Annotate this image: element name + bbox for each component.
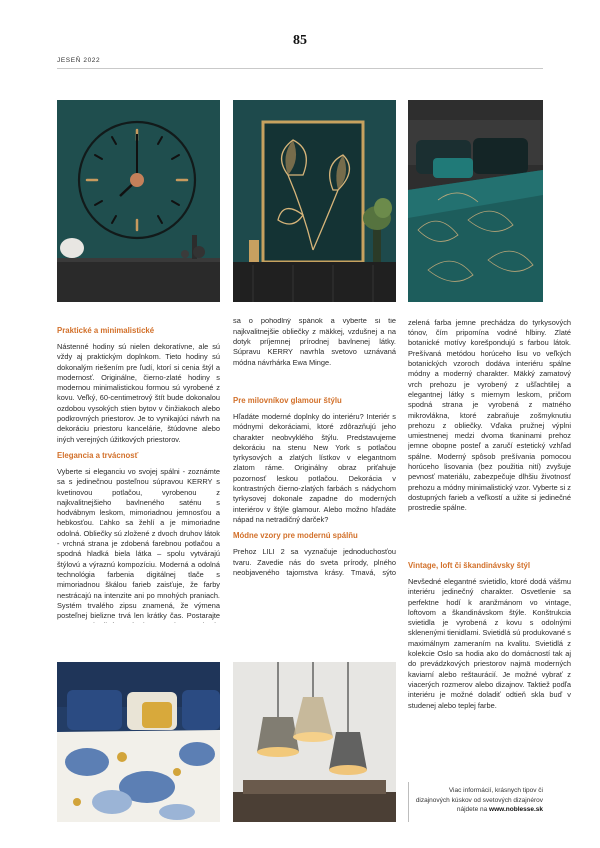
footer-link[interactable]: www.noblesse.sk <box>489 806 543 814</box>
heading-practical: Praktické a minimalistické <box>57 326 155 335</box>
pendant-lamps-photo <box>233 662 396 822</box>
paragraph-patterns: Prehoz LILI 2 sa vyznačuje jednoduchosťou tvaru. Zavedie nás do sveta prírody, plného neobjaveného tajomstva krásy. Tmavá, sýto <box>233 547 396 577</box>
heading-vintage: Vintage, loft či škandinávsky štýl <box>408 561 531 570</box>
text-column-1 <box>57 320 220 625</box>
heading-elegance: Elegancia a trvácnosť <box>57 450 139 460</box>
patterns-continuation: zelená farba jemne prechádza do tyrkysových tónov, čím pripomína vodné hlbiny. Zlaté botanické motívy korešpondujú s farbou látok. Prešívaná metódou horúceho lisu vo veľkých botanických vzoroch dodáva interiéru spálne módny a moderný charakter. Mäkký zamatový vrch prehozu je vyrobený z ušľachtilej a elegantnej látky s miernym leskom, pričom spodná strana je vyrobená z matného mikrovlákna, ktoré zabraňuje zošmyknutiu prehozu z obliečky. Vďaka pružnej výplni umiestnenej medzi dvoma tkaninami prehoz jemne obopne posteľ a zaručí estetický vzhľad spálne. Moderný spôsob prešívania pomocou horúceho lisovania (bez použitia nití) zvyšuje pevnosť materiálu, zabezpečuje dlhšiu životnosť prehozu a módny minimalistický vzor. Vyberte si z dostupných farieb a veľkostí a užite si jedinečné prostredie spálne. <box>408 318 571 513</box>
heading-patterns: Módne vzory pre modernú spálňu <box>233 531 358 541</box>
paragraph-patterns-continued <box>408 318 571 555</box>
wall-clock-photo <box>57 100 220 302</box>
paragraph-elegance: Vyberte si eleganciu vo svojej spálni - zoznámte sa s jedinečnou posteľnou súpravou KERRY s kvetinovou potlačou, vyrobenou z najkvalitnejšieho bavlneného saténu s hodvábnym leskom, mimoriadnou jemnosťou a hebkosťou. Ľahko sa žehlí a je mimoriadne odolná. Obliečky sú zložené z dvoch druhov látok - vrchná strana je zdobená farebnou potlačou a spodná hladká biela látka – spolu vytvárajú štýlovú a výraznú kompozíciu. Moderná a odolná technológia farbenia digitálnej tlače s mimoriadnou škálou farieb zaisťuje, že farby nestrácajú na intenzite ani po mnohých praniach. Systém trvalého zipsu znamená, že výmena posteľnej bielizne trvá len krátky čas. Postarajte <box>57 466 220 621</box>
header-rule <box>57 68 543 69</box>
heading-glamour: Pre milovníkov glamour štýlu <box>233 396 342 405</box>
floral-bedding-photo <box>57 662 220 822</box>
issue-label: JESEŇ 2022 <box>57 57 101 64</box>
page-number: 85 <box>293 33 307 48</box>
ginkgo-art-photo <box>233 100 396 302</box>
paragraph-elegance-continued <box>233 318 396 390</box>
footer-info <box>408 782 543 822</box>
paragraph-vintage: Nevšedné elegantné svietidlo, ktoré dodá vášmu interiéru jedinečný charakter. Osvetlenie sa perfektne hodí k aranžmánom vo vintage, loftovom a škandinávskom štýle. Konštrukcia svietidla je vyrobená z kovu s odolnými sklenenými tienidlami. Svietidlá sú produkované s maximálnym zameraním na kvalitu. Svietidlá z kolekcie Oslo sa hodia ako do domácností tak aj do prevádzkových priestorov najmä moderných kaviarní alebo reštaurácií. Je možné vybrať z viacerých rozmerov alebo dizajnov. Taktiež podľa interiéru je možné doladiť odtieň skla buď v studenej alebo teplej farbe. <box>408 577 571 710</box>
teal-bedspread-photo <box>408 100 543 302</box>
footer-text: Viac informácií, krásnych tipov či dizajnových kúskov od svetových dizajnérov nájdete na <box>415 787 543 814</box>
paragraph-glamour: Hľadáte moderné doplnky do interiéru? Interiér s módnymi dekoráciami, ktoré zdôrazňujú jeho charakter neobvyklého štýlu. Predstavujeme dekoráciu na stenu New York s potlačou tyrkysových a zlatých lístkov v elegantnom zlatom ráme. Originálny obraz priťahuje pozornosť leskou potlačou. Dekorácia v kontrastných čierno-zlatých farbách s nádychom tyrkysovej dokonale zapadne do moderných interiérov v štýle glamour. Alebo možno hľadáte nápad na netradičný darček? <box>233 412 396 524</box>
text-column-3 <box>408 318 571 713</box>
text-column-2 <box>233 318 396 580</box>
elegance-continuation: sa o pohodlný spánok a vyberte si tie najkvalitnejšie obliečky z mäkkej, vzdušnej a na dotyk príjemnej prírodnej bavlnenej látky. Súpravu KERRY navrhla svetovo uznávaná módna návrhárka Ewa Minge. <box>233 318 396 367</box>
paragraph-practical: Nástenné hodiny sú nielen dekoratívne, ale sú vždy aj praktickým doplnkom. Tieto hodiny sú dokonalým riešením pre ľudí, ktorí si cenia štýl a modernosť. Originálne, čierno-zlaté hodiny s modernou minimalistickou formou sú vyrobené z kovu. Veľký, 60-centimetrový štít bude dokonalou ozdobou vysokých stien bytov v činžiakoch alebo podkrovných priestorov. Je to vynikajúci návrh na dekoráciu priestoru kancelárie, štúdovne alebo iných verejných úžitkových priestorov. <box>57 342 220 444</box>
